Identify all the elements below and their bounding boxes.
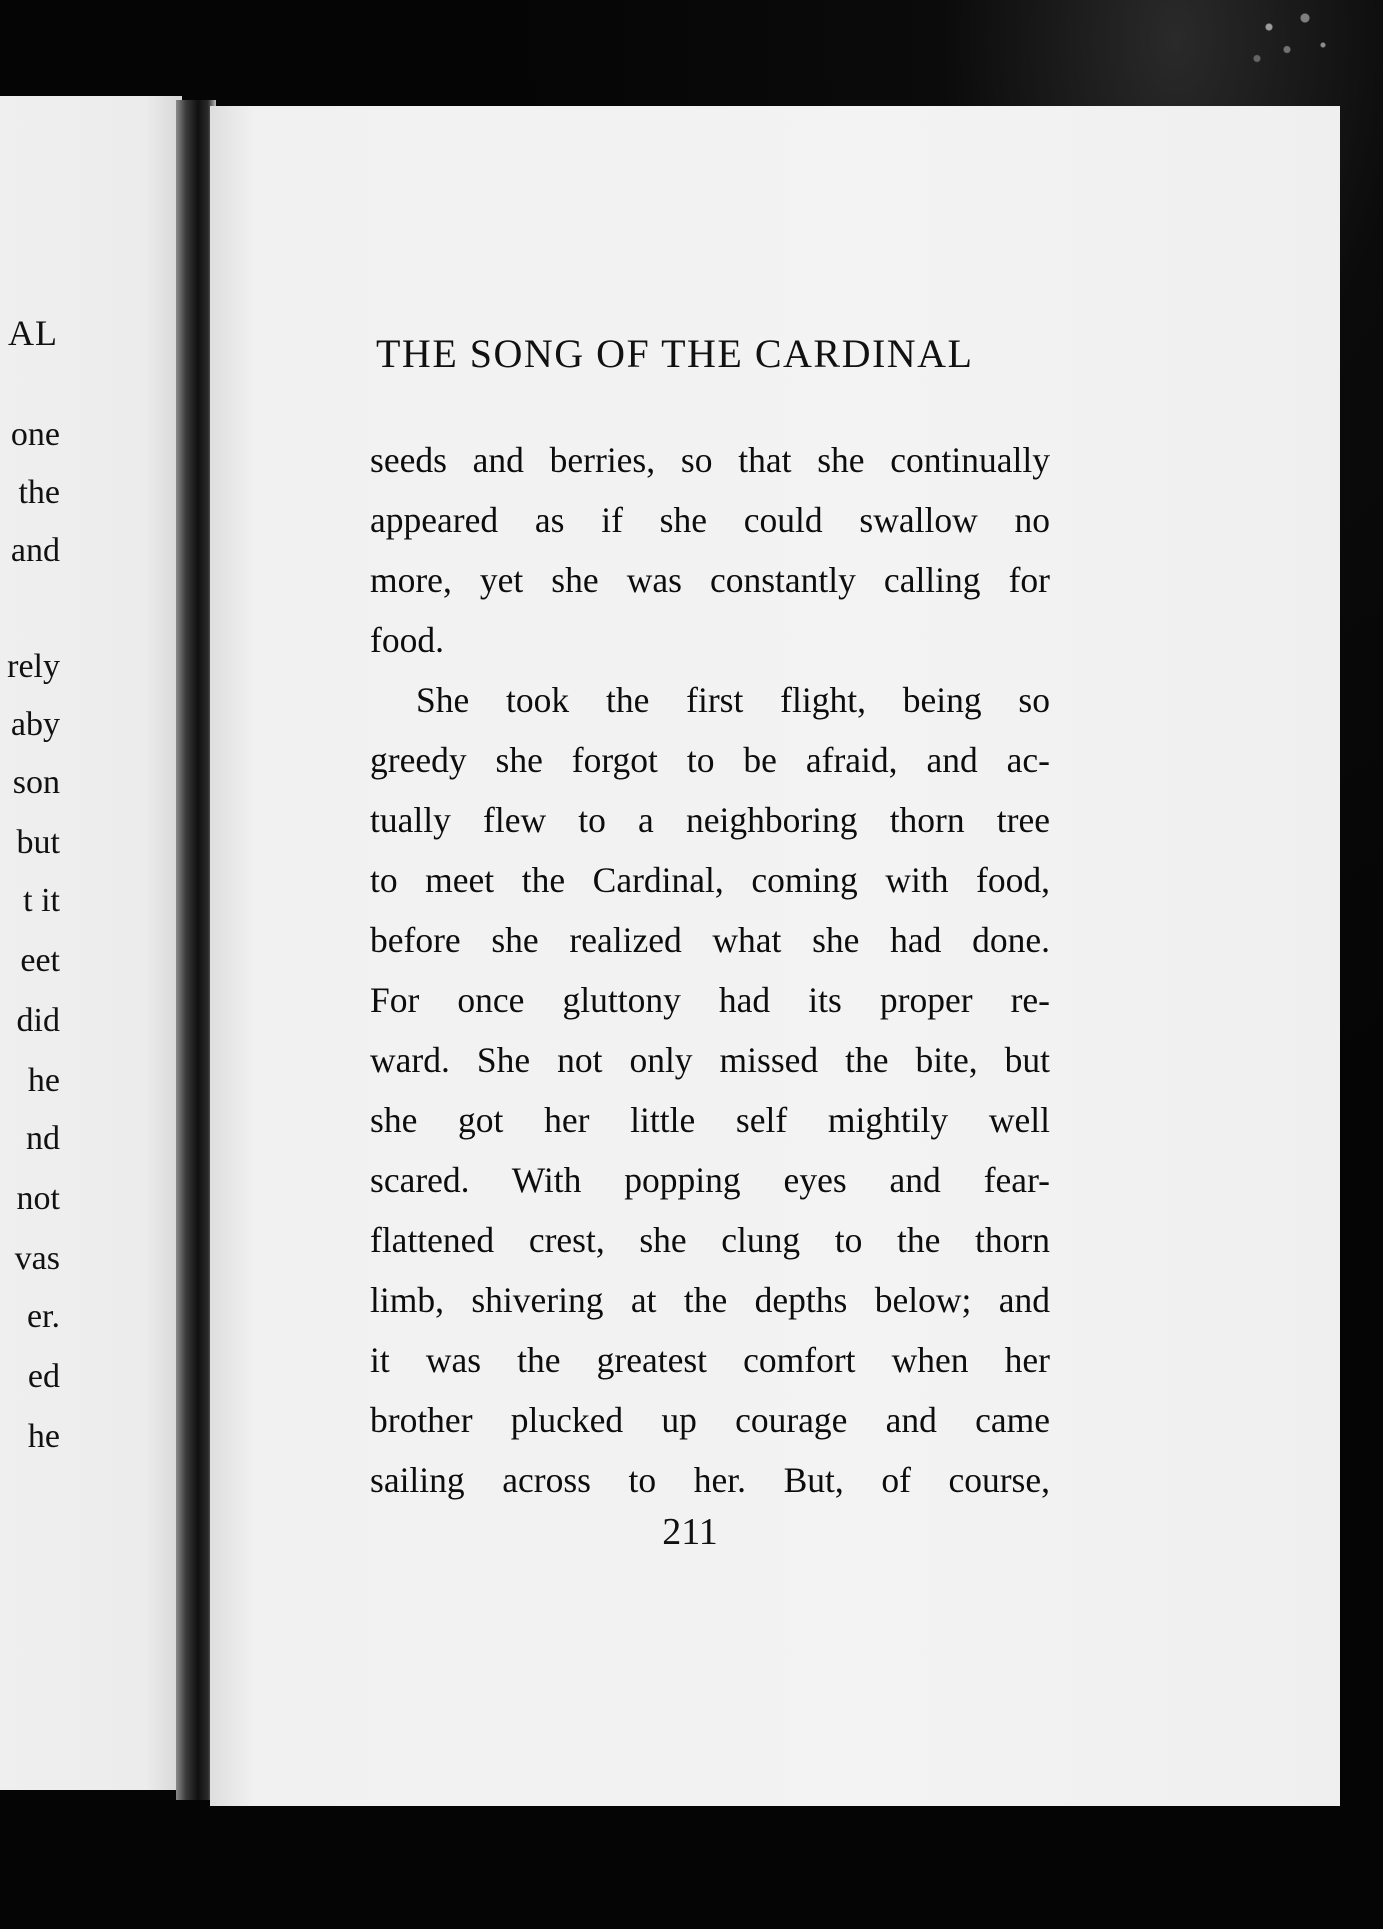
left-line-fragment: the xyxy=(18,474,60,511)
left-line-fragment: he xyxy=(27,1418,60,1455)
text-line: before she realized what she had done. xyxy=(370,920,1050,960)
text-line: more, yet she was constantly calling for xyxy=(370,560,1050,600)
left-line-fragment: aby xyxy=(10,706,60,743)
left-line-fragment: nd xyxy=(26,1120,60,1157)
left-facing-page xyxy=(0,96,182,1790)
left-line-fragment: son xyxy=(12,764,60,801)
left-line-fragment: did xyxy=(16,1002,60,1039)
left-line-fragment: vas xyxy=(14,1240,60,1277)
text-line: she got her little self mightily well xyxy=(370,1100,1050,1140)
text-line: flattened crest, she clung to the thorn xyxy=(370,1220,1050,1260)
text-line: ward. She not only missed the bite, but xyxy=(370,1040,1050,1080)
left-line-fragment: but xyxy=(16,824,60,861)
left-line-fragment: not xyxy=(16,1180,60,1217)
text-line: For once gluttony had its proper re- xyxy=(370,980,1050,1020)
text-line: tually flew to a neighboring thorn tree xyxy=(370,800,1050,840)
text-line: appeared as if she could swallow no xyxy=(370,500,1050,540)
left-page-text-fragments xyxy=(0,96,182,1790)
text-line: food. xyxy=(370,620,444,660)
left-line-fragment: eet xyxy=(20,942,60,979)
paragraph-first-line: She took the first flight, being so xyxy=(416,680,1050,720)
text-line: seeds and berries, so that she continually xyxy=(370,440,1050,480)
scan-noise-speckle xyxy=(1233,0,1353,90)
left-line-fragment: ed xyxy=(27,1358,60,1395)
text-line: it was the greatest comfort when her xyxy=(370,1340,1050,1380)
left-line-fragment: er. xyxy=(26,1298,60,1335)
running-header: THE SONG OF THE CARDINAL xyxy=(376,331,974,376)
text-line: to meet the Cardinal, coming with food, xyxy=(370,860,1050,900)
page-number: 211 xyxy=(662,1511,718,1553)
text-line: limb, shivering at the depths below; and xyxy=(370,1280,1050,1320)
left-line-fragment: one xyxy=(10,416,60,453)
body-text xyxy=(370,430,1050,1510)
text-line: sailing across to her. But, of course, xyxy=(370,1460,1050,1500)
text-line: brother plucked up courage and came xyxy=(370,1400,1050,1440)
left-line-fragment: rely xyxy=(7,648,60,685)
left-running-header-fragment: AL xyxy=(8,313,58,353)
left-line-fragment: he xyxy=(27,1062,60,1099)
text-line: greedy she forgot to be afraid, and ac- xyxy=(370,740,1050,780)
left-line-fragment: t it xyxy=(23,882,60,919)
left-line-fragment: and xyxy=(10,532,60,569)
text-line: scared. With popping eyes and fear- xyxy=(370,1160,1050,1200)
